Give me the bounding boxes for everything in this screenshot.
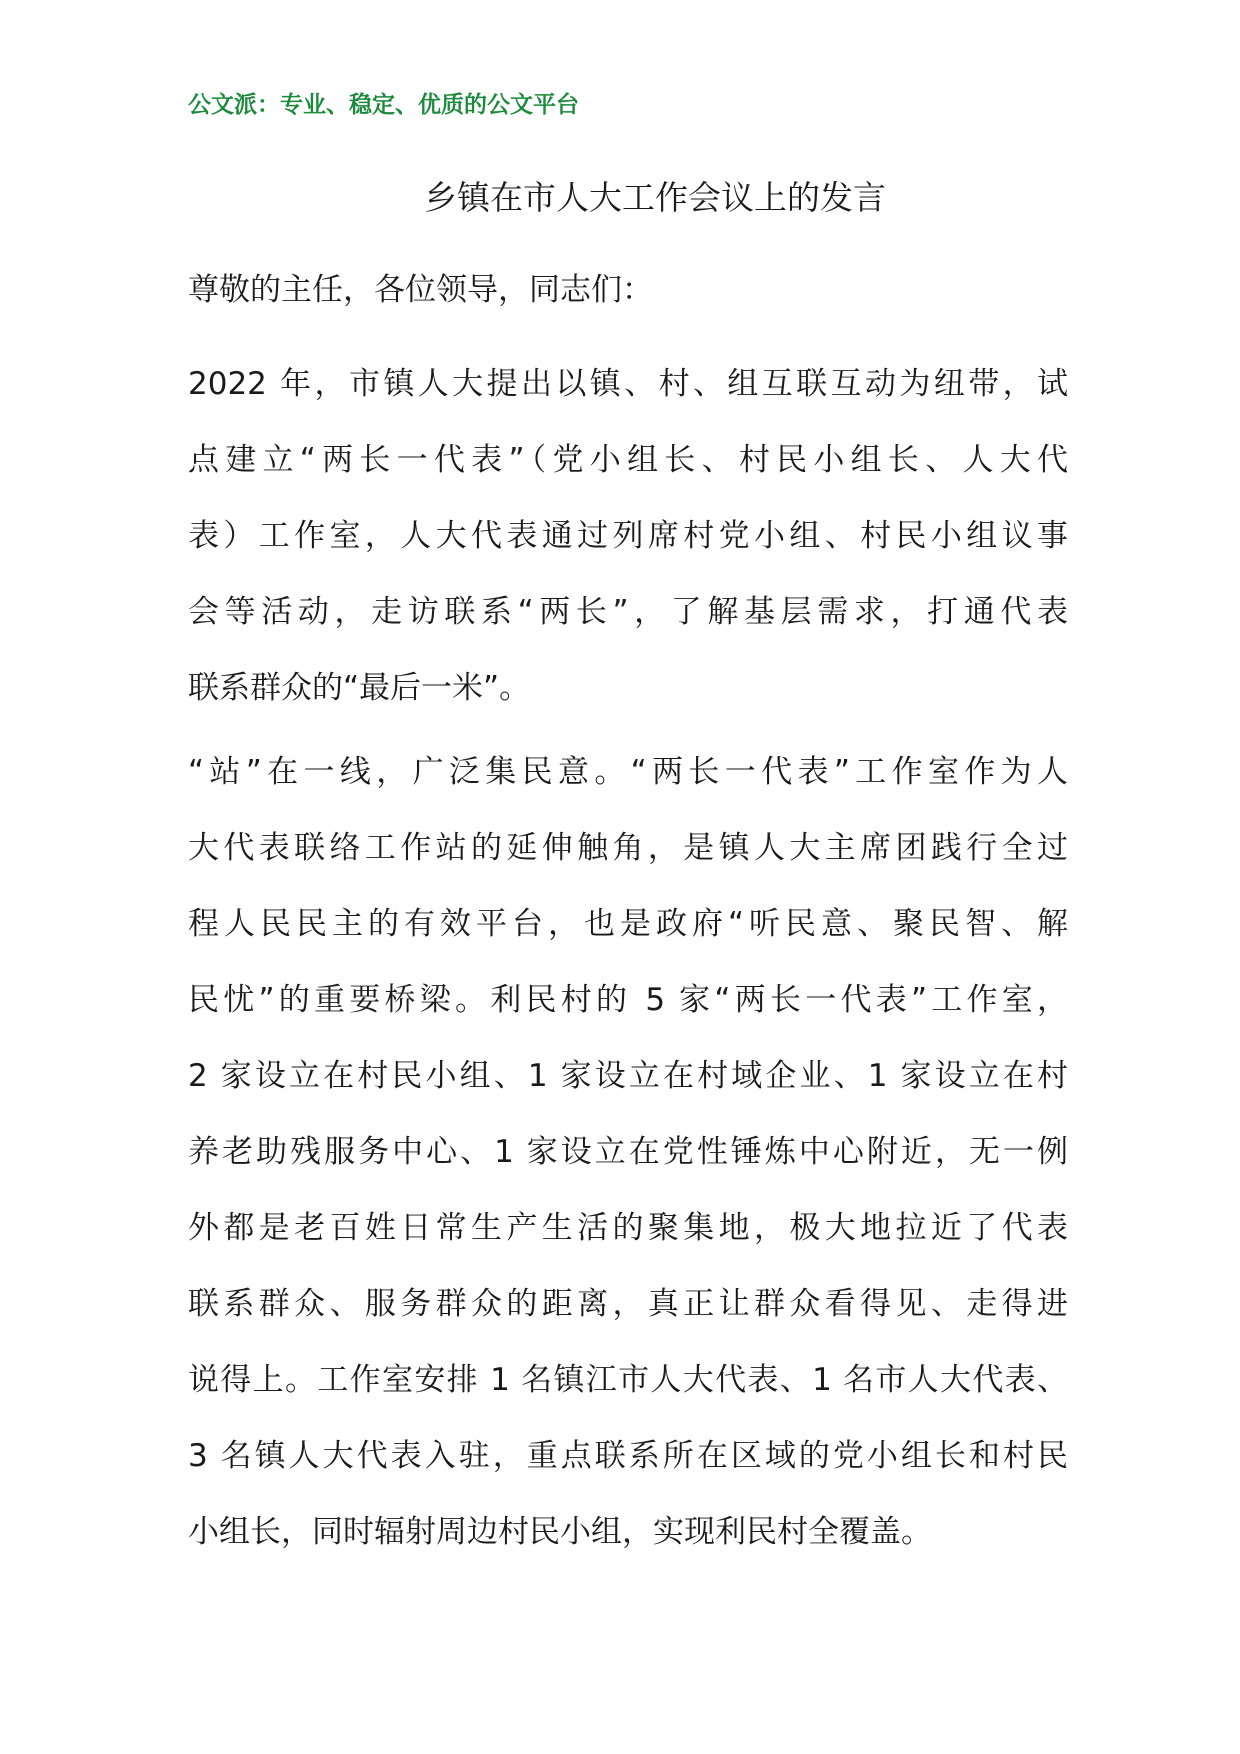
paragraph-line: 养老助残服务中心、1 家设立在党性锤炼中心附近，无一例: [188, 1134, 1068, 1170]
paragraph-line: 小组长，同时辐射周边村民小组，实现利民村全覆盖。: [188, 1514, 932, 1550]
paragraph-line: 点建立“两长一代表”（党小组长、村民小组长、人大代: [188, 442, 1068, 478]
paragraph-line: 说得上。工作室安排 1 名镇江市人大代表、1 名市人大代表、: [188, 1362, 1068, 1398]
paragraph-line: 2 家设立在村民小组、1 家设立在村域企业、1 家设立在村: [188, 1058, 1068, 1094]
paragraph-line: 大代表联络工作站的延伸触角，是镇人大主席团践行全过: [188, 830, 1068, 866]
paragraph-2: [188, 734, 1068, 1570]
paragraph-line: “站”在一线，广泛集民意。“两长一代表”工作室作为人: [188, 754, 1068, 790]
paragraph-line: 民忧”的重要桥梁。利民村的 5 家“两长一代表”工作室，: [188, 982, 1068, 1018]
paragraph-line: 表）工作室，人大代表通过列席村党小组、村民小组议事: [188, 518, 1068, 554]
document-title-row: [0, 174, 1240, 222]
paragraph-line: 3 名镇人大代表入驻，重点联系所在区域的党小组长和村民: [188, 1438, 1068, 1474]
paragraph-1: [188, 346, 1068, 726]
paragraph-line: 外都是老百姓日常生产生活的聚集地，极大地拉近了代表: [188, 1210, 1068, 1246]
paragraph-line: 会等活动，走访联系“两长”，了解基层需求，打通代表: [188, 594, 1068, 630]
header-banner: 公文派：专业、稳定、优质的公文平台: [188, 91, 579, 118]
paragraph-line: 联系群众、服务群众的距离，真正让群众看得见、走得进: [188, 1286, 1068, 1322]
paragraph-line: 2022 年，市镇人大提出以镇、村、组互联互动为纽带，试: [188, 366, 1068, 402]
paragraph-line: 程人民民主的有效平台，也是政府“听民意、聚民智、解: [188, 906, 1068, 942]
paragraph-line: 联系群众的“最后一米”。: [188, 670, 531, 706]
document-title: 乡镇在市人大工作会议上的发言: [424, 178, 886, 217]
salutation: 尊敬的主任，各位领导，同志们：: [188, 272, 653, 308]
